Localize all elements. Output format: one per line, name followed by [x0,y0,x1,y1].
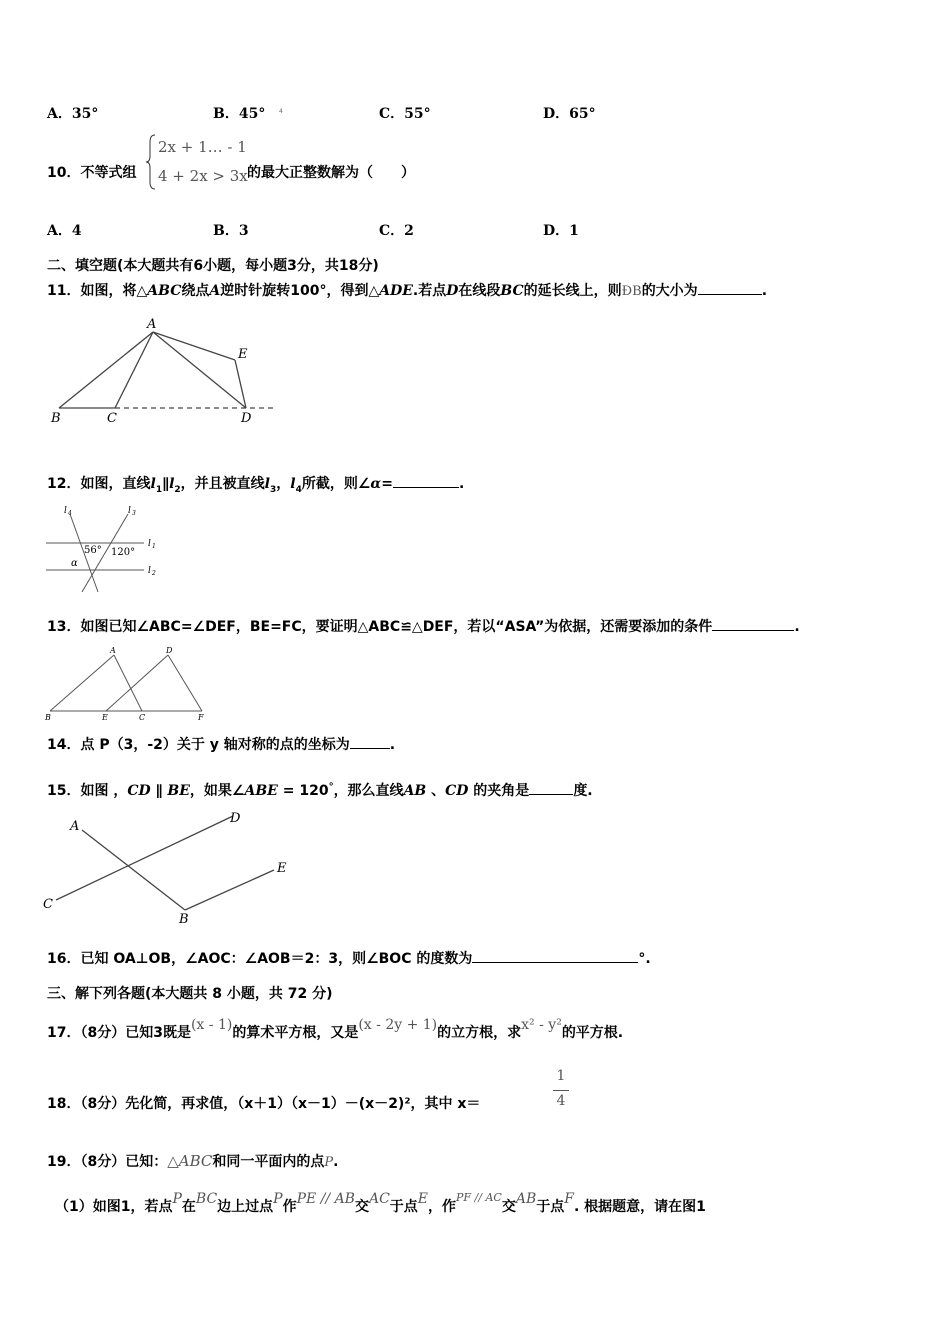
q19-p: P [273,1191,283,1207]
q12-end: . [458,476,465,492]
label-f: F [198,713,204,722]
fraction-numerator: 1 [556,1068,566,1084]
q19-e: E [417,1191,429,1207]
label-angle-56: 56° [84,545,102,556]
q15-text: 、 [426,783,446,799]
q11-d: D [446,283,459,299]
q12-alpha: α [370,476,382,492]
q12-text: ，并且被直线 [180,476,265,492]
q15-text: ，那么直线 [333,783,404,799]
q12-l3: l [264,476,270,492]
answer-blank [698,280,762,295]
q10-ineq-1: 2x + 1… - 1 [158,138,247,156]
label-c: C [43,897,53,912]
fraction-denominator: 4 [556,1093,566,1109]
q19-p: P [324,1155,334,1170]
q11-text: 绕点 [181,283,210,299]
q12-text: 所截，则∠ [301,476,371,492]
q12-sub: 2 [174,484,181,495]
label-d: D [166,646,173,655]
q9-option-d: D．65° [543,106,596,122]
q12-l4: l [290,476,296,492]
q12-sub: 3 [270,484,277,495]
q11-bc: BC [500,283,524,299]
q11-angle: ÐB [621,284,642,299]
label-d: D [230,811,241,826]
q15-text: = 120 [277,783,329,799]
q13-end: . [794,619,800,635]
q19-ac: AC [368,1191,390,1207]
q16-stem [47,948,651,968]
answer-blank [472,948,638,963]
q11-abc: ABC [147,283,182,299]
q11-text: 的延长线上，则 [523,283,622,299]
q19-end: . [333,1154,339,1170]
q12-sub: 1 [155,484,163,495]
q14-stem [47,734,395,754]
label-a: A [70,819,80,834]
q17-text: 17．（8分）已知3既是 [47,1025,191,1041]
q19-text: 在 [181,1199,196,1215]
q12-sub: 4 [295,484,302,495]
answer-blank [529,780,573,795]
q15-cd: CD [127,783,151,799]
q17-expr: (x - 1) [190,1017,233,1033]
label-l4: l [64,506,67,516]
q19-ab: AB [515,1191,537,1207]
q11-end: . [761,283,768,299]
q19-triangle: △ABC [167,1152,213,1170]
q19-text: . 根据题意，请在图1 [573,1199,706,1215]
label-a: A [110,646,116,655]
q12-stem [47,473,464,495]
answer-blank [350,734,390,749]
q19-text: 19．（8分）已知： [47,1154,168,1170]
q9-option-c: C．55° [379,106,431,122]
system-brace [146,134,156,190]
q15-be: BE [167,783,190,799]
q15-abe: ABE [244,783,278,799]
q19-pe: PE // AB [296,1191,355,1207]
q10-stem: 10．不等式组 [47,165,137,181]
q17-text: 的立方根，求 [437,1025,522,1041]
label-l1-sub: 1 [152,543,156,550]
label-b: B [45,713,51,722]
label-b: B [51,411,61,426]
q11-text: .若点 [412,283,447,299]
q11-text: 的大小为 [641,283,698,299]
q19-stem [47,1151,338,1171]
q12-figure [42,500,167,600]
q19-bc: BC [195,1191,218,1207]
q11-a: A [209,283,221,299]
q9-option-b: B．45° [213,106,266,122]
q16-end: °. [638,951,651,967]
q10-option-c: C．2 [379,223,414,239]
label-angle-120: 120° [111,547,136,558]
q17-stem [47,1017,624,1042]
answer-blank [393,473,459,488]
q10-option-b: B．3 [213,223,249,239]
q17-expr: (x - 2y + 1) [358,1017,438,1033]
q19-part1 [55,1191,706,1216]
label-l1: l [148,539,151,549]
label-l2-sub: 2 [152,570,156,577]
section3-title: 三、解下列各题(本大题共 8 小题，共 72 分) [47,986,333,1002]
q13-figure [42,643,217,723]
q12-text: ， [276,476,291,492]
q19-text: 于点 [536,1199,565,1215]
q14-end: . [389,737,396,753]
q13-text: 13．如图已知∠ABC=∠DEF，BE=FC，要证明△ABC≌△DEF，若以“ASA”为依据，还需要添加的条件 [47,619,713,635]
answer-blank [712,616,794,631]
q11-text: 11．如图，将△ [47,283,148,299]
label-c: C [107,411,117,426]
q15-ab: AB [403,783,427,799]
q15-degree: ° [328,781,334,793]
q15-figure [40,808,300,928]
q11-text: 在线段 [458,283,501,299]
q19-p: P [172,1191,182,1207]
brace-icon [146,134,156,190]
label-alpha: α [71,558,78,569]
q11-ade: ADE [379,283,413,299]
q15-text: 的夹角是 [468,783,530,799]
label-d: D [241,411,252,426]
q9-option-a: A．35° [47,106,99,122]
q15-stem [47,780,593,800]
q15-text: 度. [573,783,593,799]
label-b: B [179,912,189,927]
label-e: E [277,861,287,876]
q15-text: 15．如图 ， [47,783,128,799]
q19-pf: PF // AC [456,1191,502,1204]
q18-stem: 18．（8分）先化简，再求值，（x＋1）（x－1）－(x－2)²，其中 x＝ [47,1096,481,1112]
q19-text: ，作 [428,1199,457,1215]
fraction-bar [553,1090,569,1091]
q14-text: 14．点 P（3，-2）关于 y 轴对称的点的坐标为 [47,737,350,753]
label-e: E [102,713,108,722]
label-c: C [139,713,146,722]
q17-expr: x² - y² [521,1017,562,1033]
q17-text: 的算术平方根，又是 [232,1025,359,1041]
q19-text: 作 [282,1199,297,1215]
q17-text: 的平方根. [561,1025,624,1041]
q15-text: ，如果∠ [189,783,245,799]
label-l2: l [148,566,151,576]
q12-l2: l [169,476,175,492]
q12-parallel: ∥ [162,476,170,492]
q11-stem [47,280,767,300]
q19-text: 边上过点 [217,1199,274,1215]
label-l3-sub: 3 [132,510,136,517]
q15-parallel: ∥ [150,783,168,799]
q10-option-a: A．4 [47,223,82,239]
q19-text: （1）如图1，若点 [55,1199,173,1215]
q11-text: 逆时针旋转100°，得到△ [220,283,380,299]
q11-figure [45,312,290,427]
section2-title: 二、填空题(本大题共有6小题，每小题3分，共18分) [47,258,379,274]
q19-text: 和同一平面内的点 [212,1154,325,1170]
q12-text: = [381,476,393,492]
stray-mark: 4 [279,108,283,115]
q19-text: 交 [354,1199,369,1215]
q19-text: 交 [501,1199,516,1215]
q19-text: 于点 [389,1199,418,1215]
q10-option-d: D．1 [543,223,579,239]
q19-f: F [564,1191,574,1207]
q10-suffix: 的最大正整数解为（ ） [247,165,415,181]
q10-ineq-2: 4 + 2x > 3x [158,167,248,185]
q13-stem [47,616,800,636]
label-l3: l [128,506,131,516]
label-e: E [238,347,248,362]
label-a: A [147,317,157,332]
q16-text: 16．已知 OA⊥OB，∠AOC：∠AOB＝2：3，则∠BOC 的度数为 [47,951,473,967]
q12-text: 12．如图，直线 [47,476,151,492]
q12-l1: l [150,476,156,492]
q15-cd: CD [445,783,469,799]
label-l4-sub: 4 [68,510,72,517]
